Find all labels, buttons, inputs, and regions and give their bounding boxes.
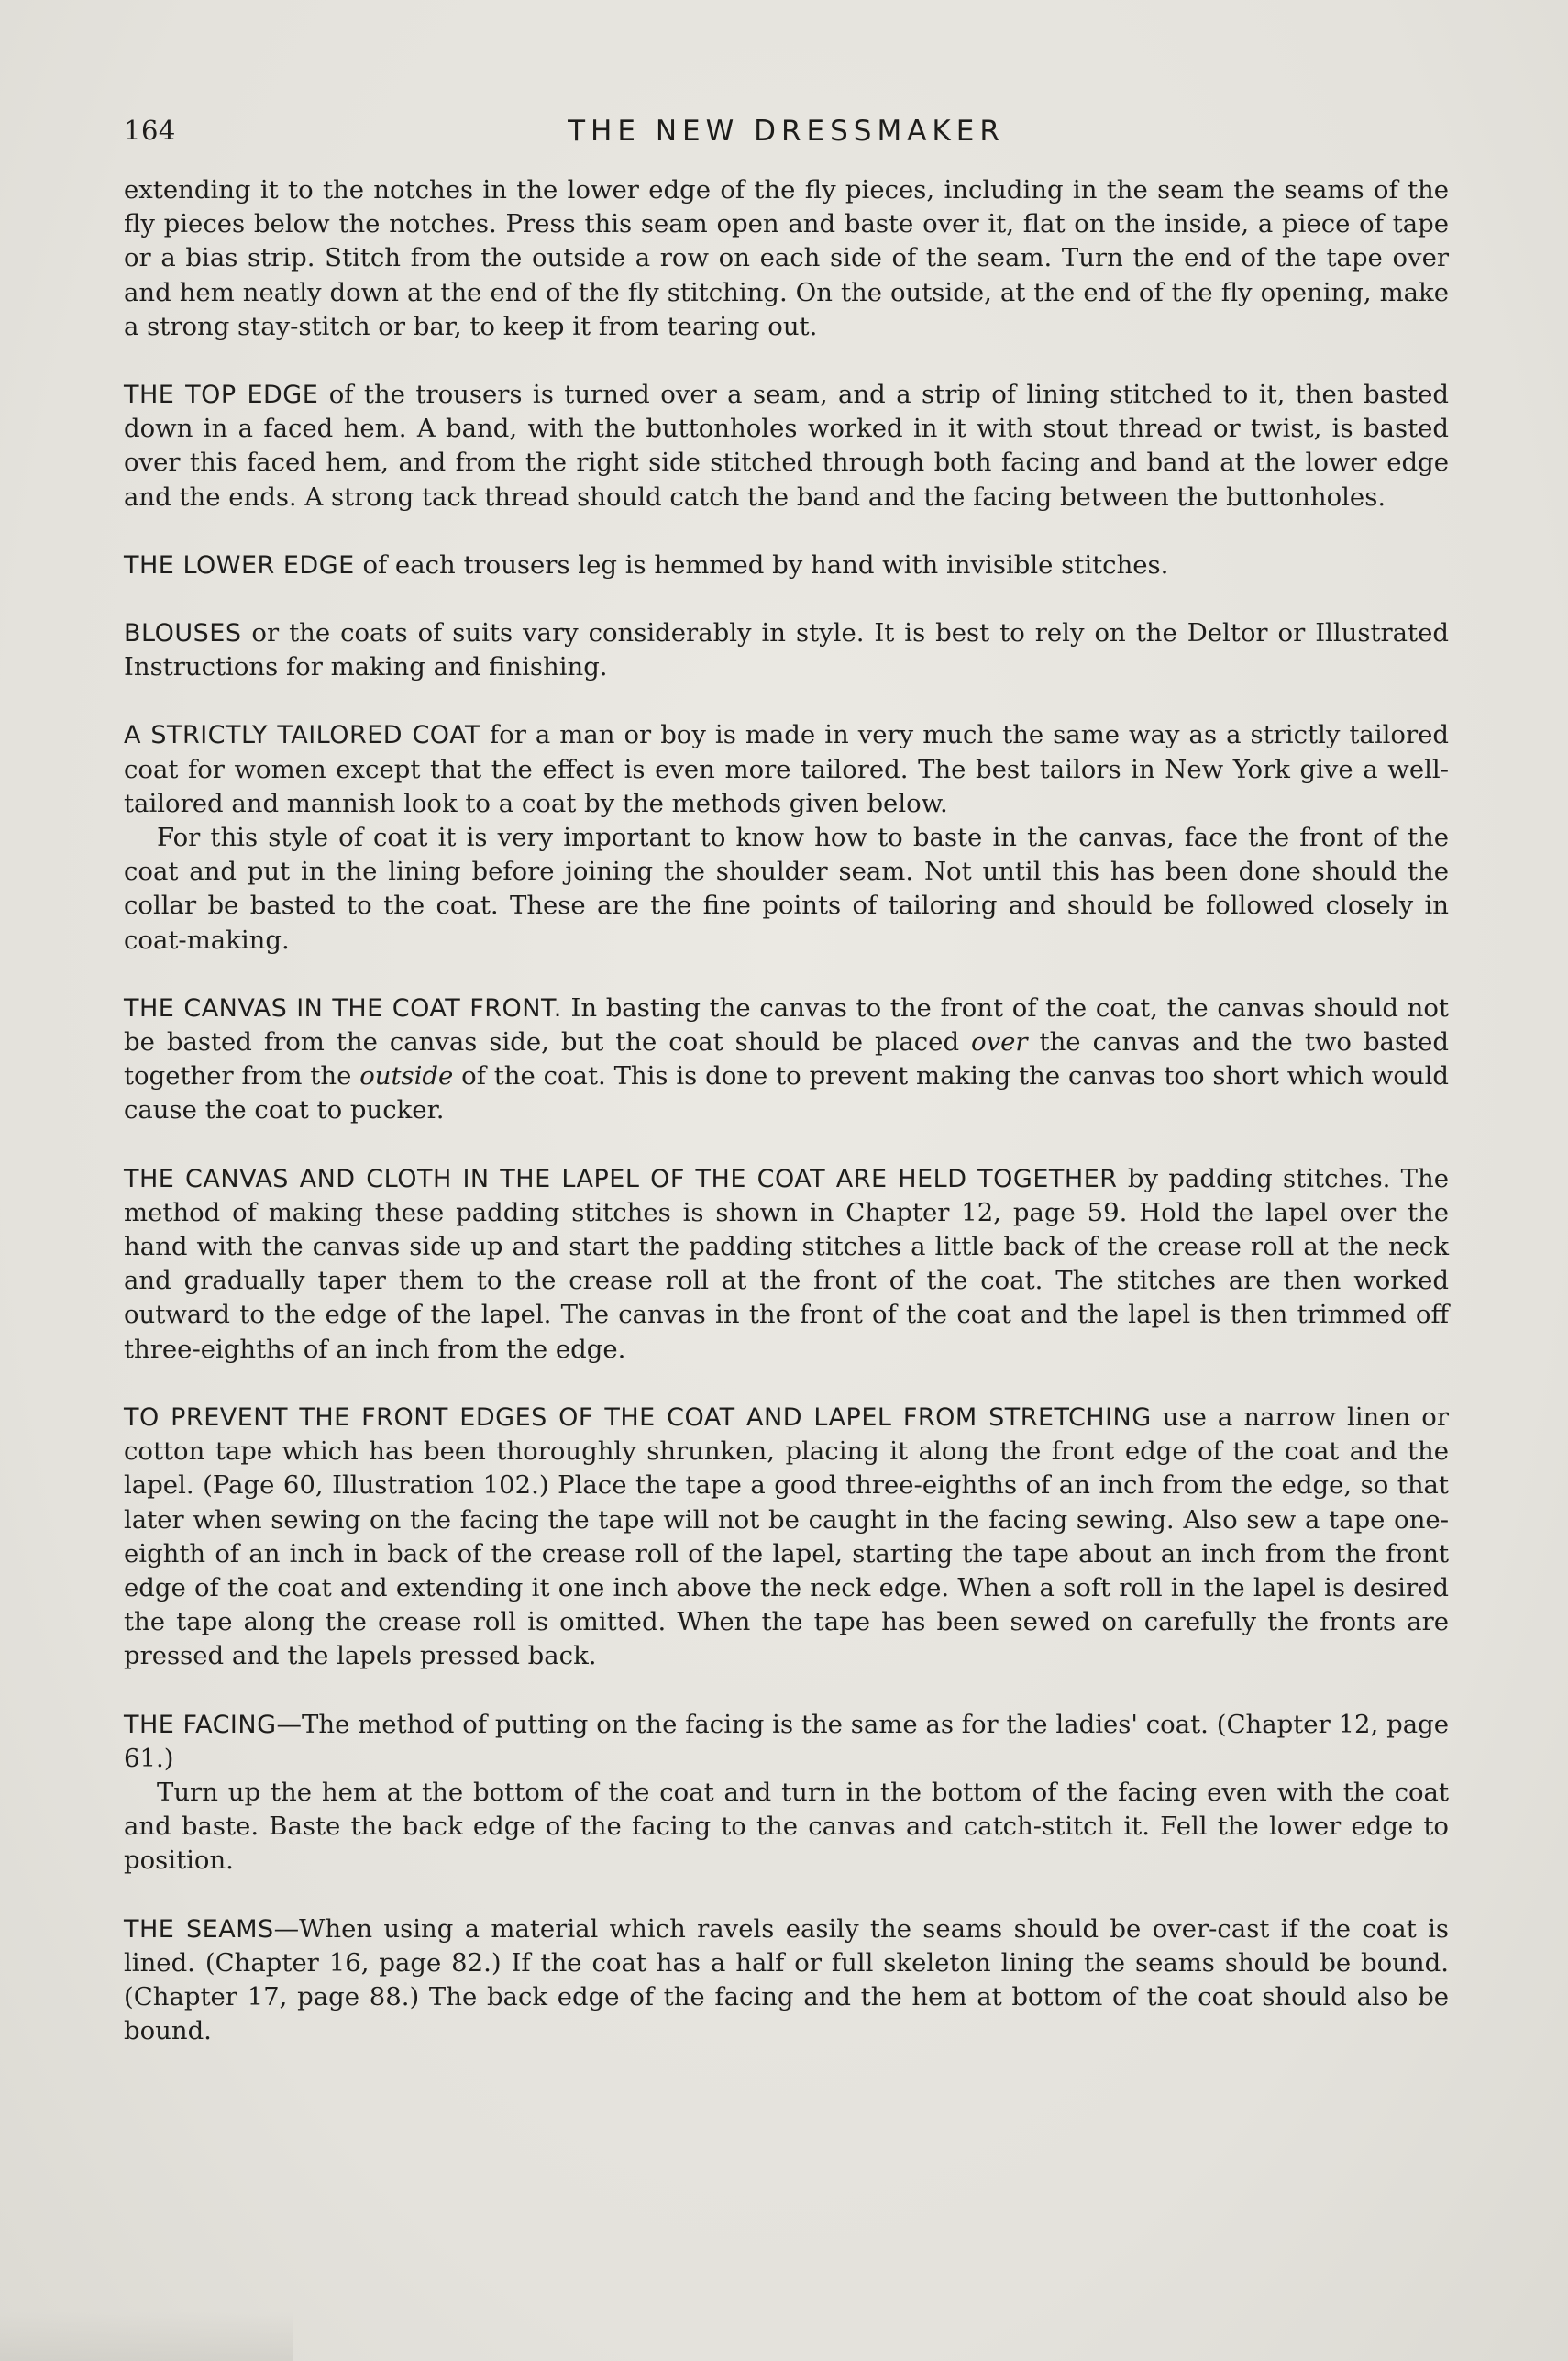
- page-number: 164: [124, 115, 176, 146]
- section-heading: THE TOP EDGE: [124, 381, 319, 410]
- paragraph-tailored-coat: [124, 718, 1449, 821]
- paragraph-fly-stitching: [124, 173, 1449, 344]
- paragraph-text: the canvas and the two basted together from the: [124, 1027, 1449, 1092]
- paragraph-text: —The method of putting on the facing is the same as for the ladies' coat. (Chapter 12, page 61.): [124, 1709, 1449, 1773]
- paragraph-canvas-lapel: [124, 1162, 1449, 1367]
- paragraph-text: of the trousers is turned over a seam, and a strip of lining stitched to it, then basted down in a faced hem. A band, with the buttonholes worked in it with stout thread or twist, is basted over this faced hem, and from the right side stitched through both facing and band at the lower edge and the ends. A strong tack thread should catch the band and the facing between the buttonholes.: [124, 380, 1449, 512]
- paragraph-facing: [124, 1708, 1449, 1776]
- paragraph-canvas-front: [124, 992, 1449, 1128]
- paragraph-text: use a narrow linen or cotton tape which has been thoroughly shrunken, placing it along the front edge of the coat and the lapel. (Page 60, Illustration 102.) Place the tape a good three-eighths of an inch from the edge, so that later when sewing on the facing the tape will not be caught in the facing sewing. Also sew a tape one-eighth of an inch in back of the crease roll of the lapel, starting the tape about an inch from the front edge of the coat and extending it one inch above the neck edge. When a soft roll in the lapel is desired the tape along the crease roll is omitted. When the tape has been sewed on carefully the fronts are pressed and the lapels pressed back.: [124, 1402, 1450, 1671]
- paragraph-seams: [124, 1912, 1449, 2049]
- running-title: THE NEW DRESSMAKER: [568, 115, 1005, 148]
- paragraph-text: of the coat. This is done to prevent making the canvas too short which would cause the coat to pucker.: [124, 1061, 1449, 1125]
- paragraph-text: Turn up the hem at the bottom of the coat and turn in the bottom of the facing even with the coat and baste. Baste the back edge of the facing to the canvas and catch-stitch it. Fell the lower edge to position.: [124, 1777, 1449, 1876]
- paragraph-coat-style: [124, 821, 1449, 958]
- paragraph-text: by padding stitches. The method of making these padding stitches is shown in Chapter 12, page 59. Hold the lapel over the hand with the canvas side up and start the padding stitches a little back of the crease roll at the neck and gradually taper them to the crease roll at the front of the coat. The stitches are then worked outward to the edge of the lapel. The canvas in the front of the coat and the lapel is then trimmed off three-eighths of an inch from the edge.: [124, 1163, 1449, 1364]
- emphasis-text: over: [971, 1027, 1028, 1058]
- paragraph-text: for a man or boy is made in very much the same way as a strictly tailored coat for women except that the effect is even more tailored. The best tailors in New York give a well-tailored and mannish look to a coat by the methods given below.: [124, 720, 1449, 818]
- paragraph-text: In basting the canvas to the front of the coat, the canvas should not be basted from the canvas side, but the coat should be placed: [124, 992, 1450, 1058]
- paragraph-text: —When using a material which ravels easily the seams should be over-cast if the coat is lined. (Chapter 16, page 82.) If the coat has a half or full skeleton lining the seams should be bound. (Chapter 17, page 88.) The back edge of the facing and the hem at bottom of the coat should also be bound.: [124, 1913, 1449, 2046]
- section-heading: TO PREVENT THE FRONT EDGES OF THE COAT AND LAPEL FROM STRETCHING: [124, 1402, 1152, 1432]
- emphasis-text: outside: [359, 1061, 454, 1092]
- section-heading: THE LOWER EDGE: [124, 550, 355, 580]
- page-smudge: [0, 2311, 293, 2361]
- paragraph-text: For this style of coat it is very important to know how to baste in the canvas, face the front of the coat and put in the lining before joining the shoulder seam. Not until this has been done should the collar be basted to the coat. These are the fine points of tailoring and should be followed closely in coat-making.: [124, 823, 1449, 955]
- section-heading: THE CANVAS AND CLOTH IN THE LAPEL OF THE COAT ARE HELD TOGETHER: [124, 1164, 1118, 1193]
- paragraph-text: or the coats of suits vary considerably in style. It is best to rely on the Deltor or Illustrated Instructions for making and finishing.: [124, 618, 1449, 682]
- paragraph-blouses: [124, 616, 1449, 684]
- section-heading: THE FACING: [124, 1710, 277, 1739]
- section-heading: THE SEAMS: [124, 1914, 274, 1944]
- section-heading: BLOUSES: [124, 619, 242, 648]
- paragraph-text: extending it to the notches in the lower edge of the fly pieces, including in the seam the seams of the fly pieces below the notches. Press this seam open and baste over it, flat on the inside, a piece of tape or a bias strip. Stitch from the outside a row on each side of the seam. Turn the end of the tape over and hem neatly down at the end of the fly stitching. On the outside, at the end of the fly opening, make a strong stay-stitch or bar, to keep it from tearing out.: [124, 175, 1449, 341]
- body-text: [124, 173, 1449, 2048]
- page-header: [124, 115, 1449, 161]
- paragraph-top-edge: [124, 378, 1449, 515]
- paragraph-lower-edge: [124, 549, 1449, 582]
- paragraph-hem: [124, 1776, 1449, 1879]
- paragraph-text: of each trousers leg is hemmed by hand with invisible stitches.: [354, 549, 1169, 580]
- section-heading: A STRICTLY TAILORED COAT: [124, 721, 480, 750]
- paragraph-prevent-stretching: [124, 1401, 1449, 1674]
- section-heading: THE CANVAS IN THE COAT FRONT.: [124, 993, 562, 1023]
